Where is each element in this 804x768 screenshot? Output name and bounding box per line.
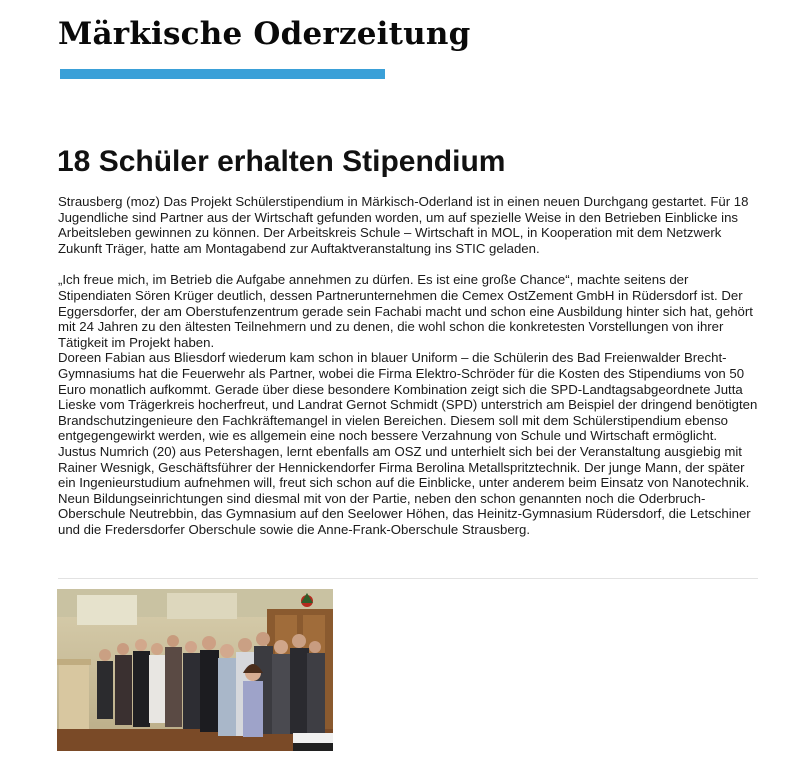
article-body bbox=[58, 194, 758, 537]
article-lead: Strausberg (moz) Das Projekt Schülerstipendium in Märkisch-Oderland ist in einen neuen Durchgang gestartet. Für 18 Jugendliche sind Partner aus der Wirtschaft gefunden worden, um auf spezielle Weise in den Betrieben Einblicke ins Arbeitsleben gewinnen zu können. Der Arbeitskreis Schule – Wirtschaft in MOL, in Kooperation mit dem Netzwerk Zukunft Träger, hatte am Montagabend zur Auftaktveranstaltung ins STIC geladen. bbox=[58, 194, 749, 256]
article-paragraph: Justus Numrich (20) aus Petershagen, lernt ebenfalls am OSZ und unterhielt sich bei der Veranstaltung ausgiebig mit Rainer Wesnigk, Geschäftsführer der Hennickendorfer Firma Berolina Metallspritztechnik. Der junge Mann, der später ein Ingenieurstudium aufnehmen will, freut sich schon auf die Einblicke, unter anderem beim Einsatz von Nanotechnik. bbox=[58, 443, 750, 491]
article-headline: 18 Schüler erhalten Stipendium bbox=[57, 145, 506, 178]
group-photo-illustration bbox=[57, 589, 333, 751]
newspaper-logo[interactable]: Märkische Oderzeitung bbox=[58, 16, 471, 52]
masthead-accent-bar bbox=[60, 69, 385, 79]
article-photo[interactable] bbox=[57, 589, 333, 751]
divider bbox=[58, 578, 758, 579]
article-paragraph: Neun Bildungseinrichtungen sind diesmal mit von der Partie, neben den schon genannten noch die Oderbruch-Oberschule Neutrebbin, das Gymnasium auf den Seelower Höhen, das Heinitz-Gymnasium Rüdersdorf, die Letschiner und die Fredersdorfer Oberschule sowie die Anne-Frank-Oberschule Strausberg. bbox=[58, 490, 751, 537]
article-paragraph: „Ich freue mich, im Betrieb die Aufgabe annehmen zu dürfen. Es ist eine große Chance“, machte seitens der Stipendiaten Sören Krüger deutlich, dessen Partnerunternehmen die Cemex OstZement GmbH in Rüdersdorf ist. Der Eggersdorfer, der am Oberstufenzentrum gerade sein Fachabi macht und schon eine Ausbildung hinter sich hat, gehört mit 24 Jahren zu den ältesten Teilnehmern und zu denen, die wohl schon die konkretesten Vorstellungen von ihrer Tätigkeit im Projekt haben. bbox=[58, 272, 753, 350]
masthead bbox=[58, 14, 471, 54]
article-paragraph: Doreen Fabian aus Bliesdorf wiederum kam schon in blauer Uniform – die Schülerin des Bad Freienwalder Brecht-Gymnasiums hat die Feuerwehr als Partner, wobei die Firma Elektro-Schröder für die Kosten des Stipendiums von 50 Euro monatlich aufkommt. Gerade über diese besondere Kombination zeigt sich die SPD-Landtagsabgeordnete Jutta Lieske vom Trägerkreis hocherfreut, und Landrat Gernot Schmidt (SPD) unterstrich am Beispiel der dringend benötigten Brandschutzingenieure den Fachkräftemangel in vielen Bereichen. Diesem soll mit dem Schülerstipendium ebenso entgegengewirkt werden, wie es allgemein eine noch bessere Verzahnung von Schule und Wirtschaft ermöglicht. bbox=[58, 350, 758, 444]
